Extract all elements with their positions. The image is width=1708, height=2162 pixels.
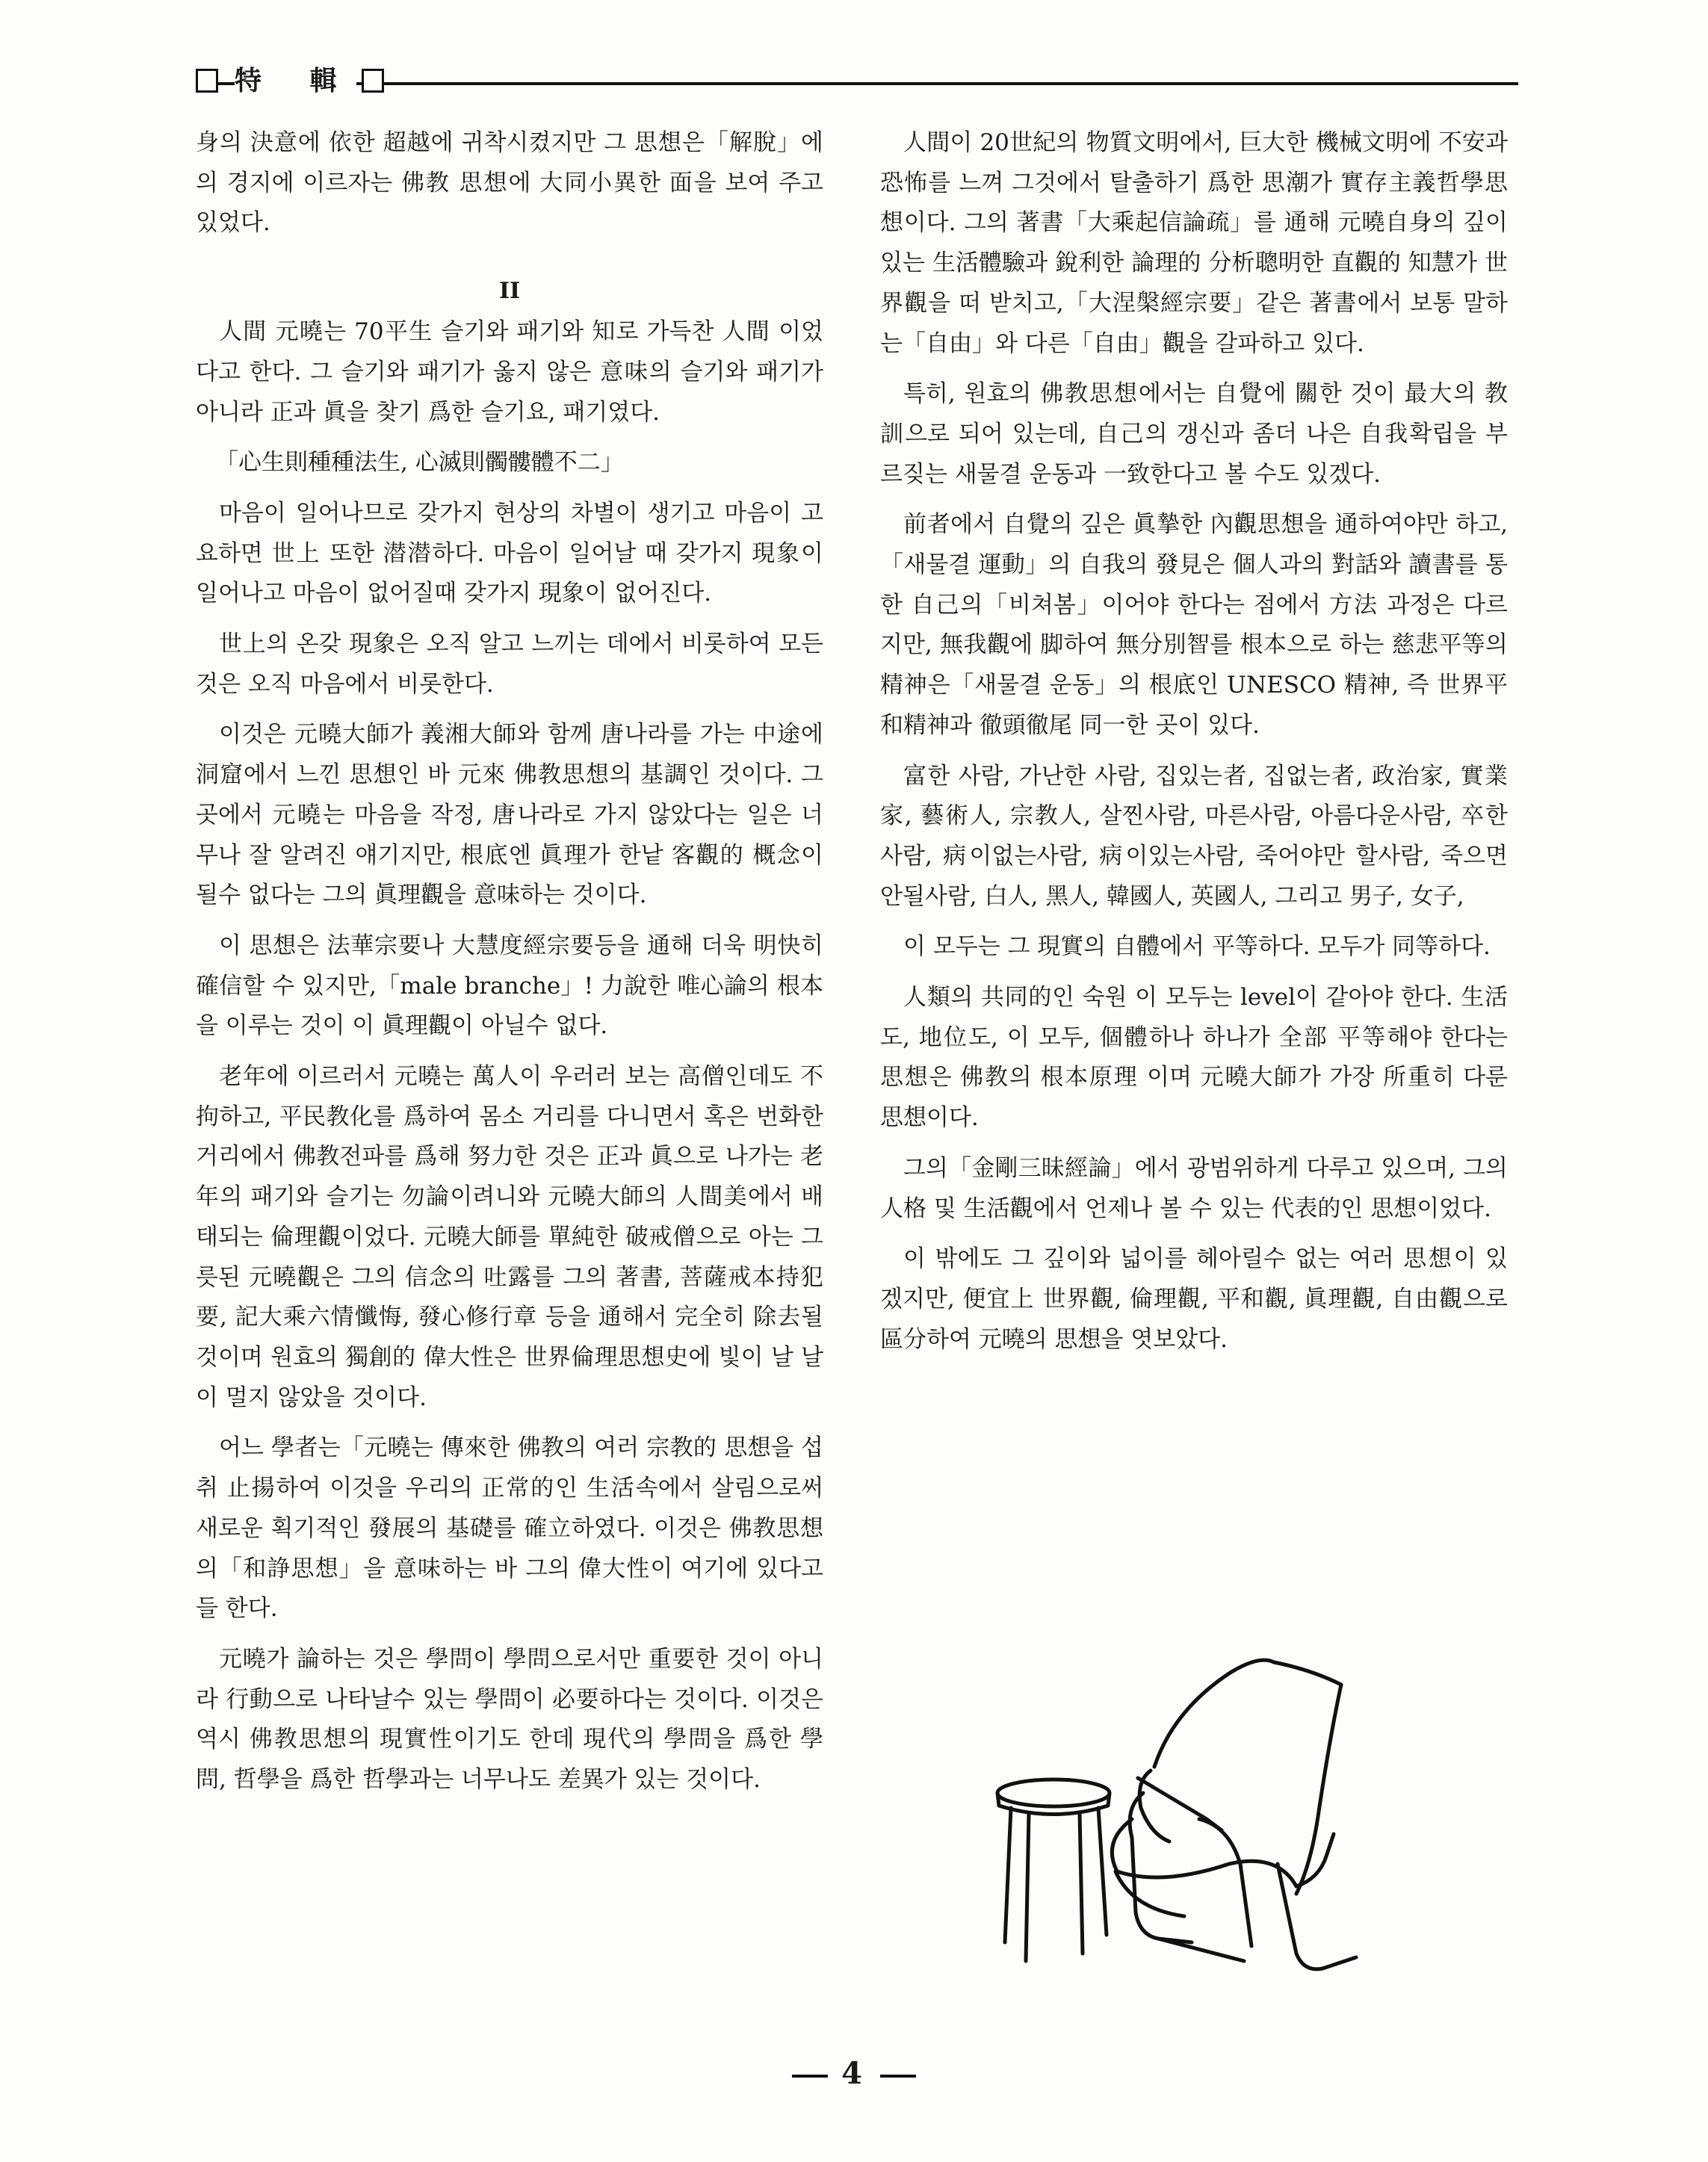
- paragraph: 이 思想은 法華宗要나 大慧度經宗要등을 通해 더욱 明快히 確信할 수 있지만,「male branche」! 力說한 唯心論의 根本을 이루는 것이 이 眞理觀이 아닐수 없다.: [196, 932, 823, 1040]
- paragraph: 마음이 일어나므로 갖가지 현상의 차별이 생기고 마음이 고요하면 世上 또한 潜潜하다. 마음이 일어날 때 갖가지 現象이 일어나고 마음이 없어질때 갖가지 現象이 없어진다.: [196, 499, 823, 607]
- paragraph: 人間 元曉는 70平生 슬기와 패기와 知로 가득찬 人間 이었다고 한다. 그 슬기와 패기가 옳지 않은 意味의 슬기와 패기가 아니라 正과 眞을 찾기 爲한 슬기요, 패기였다.: [196, 318, 823, 426]
- quotation: 「心生則種種法生, 心滅則髑髏體不二」: [215, 449, 624, 477]
- page-number-dash-left: [792, 2075, 828, 2078]
- paragraph: 身의 決意에 依한 超越에 귀착시켰지만 그 思想은「解脫」에의 경지에 이르자는 佛教 思想에 大同小異한 面을 보여 주고 있었다.: [196, 129, 823, 237]
- paragraph: 前者에서 自覺의 깊은 眞摯한 內觀思想을 通하여야만 하고,「새물결 運動」의 自我의 發見은 個人과의 對話와 讀書를 통한 自己의「비쳐봄」이어야 한다는 점에서 方法 과정은 다르지만, 無我觀에 脚하여 無分別智를 根本으로 하는 慈悲平等의 精神은「새물결 운동」의 根底인 UNESCO 精神, 즉 世界平和精神과 徹頭徹尾 同一한 곳이 있다.: [880, 511, 1508, 739]
- chair-illustration: [983, 1640, 1401, 1983]
- section-title: 特 輯: [235, 65, 356, 96]
- paragraph: 이것은 元曉大師가 義湘大師와 함께 唐나라를 가는 中途에 洞窟에서 느낀 思想인 바 元來 佛教思想의 基調인 것이다. 그곳에서 元曉는 마음을 작정, 唐나라로 가지 않았다는 일은 너무나 잘 알려진 얘기지만, 根底엔 眞理가 한낱 客觀的 概念이 될수 없다는 그의 眞理觀을 意味하는 것이다.: [196, 721, 823, 909]
- paragraph: 老年에 이르러서 元曉는 萬人이 우러러 보는 高僧인데도 不拘하고, 平民教化를 爲하여 몸소 거리를 다니면서 혹은 번화한 거리에서 佛教전파를 爲해 努力한 것은 正과 眞으로 나가는 老年의 패기와 슬기는 勿論이려니와 元曉大師의 人間美에서 배태되는 倫理觀이었다. 元曉大師를 單純한 破戒僧으로 아는 그릇된 元曉觀은 그의 信念의 吐露를 그의 著書, 菩薩戒本持犯要, 記大乘六情懺悔, 發心修行章 등을 通해서 完全히 除去될 것이며 원효의 獨創的 偉大性은 世界倫理思想史에 빛이 날 날이 멀지 않았을 것이다.: [196, 1063, 823, 1411]
- paragraph: 富한 사람, 가난한 사람, 집있는者, 집없는者, 政治家, 實業家, 藝術人, 宗教人, 살찐사람, 마른사람, 아름다운사람, 卒한사람, 病이없는사람, 病이있는사람, 죽어야만 할사람, 죽으면 안될사람, 白人, 黑人, 韓國人, 英國人, 그리고 男子, 女子,: [880, 762, 1508, 910]
- paragraph: 人間이 20世紀의 物質文明에서, 巨大한 機械文明에 不安과 恐怖를 느껴 그것에서 탈출하기 爲한 思潮가 實存主義哲學思想이다. 그의 著書「大乘起信論疏」를 通해 元曉自身의 깊이 있는 生活體驗과 銳利한 論理的 分析聰明한 直觀的 知慧가 世界觀을 떠 받치고,「大涅槃經宗要」같은 著書에서 보통 말하는「自由」와 다른「自由」觀을 갈파하고 있다.: [880, 129, 1508, 357]
- right-column: [880, 123, 1508, 1370]
- paragraph: 人類의 共同的인 숙원 이 모두는 level이 같아야 한다. 生活도, 地位도, 이 모두, 個體하나 하나가 全部 平等해야 한다는 思想은 佛教의 根本原理 이며 元曉大師가 가장 所重히 다룬 思想이다.: [880, 984, 1508, 1132]
- page-number-value: 4: [841, 2056, 867, 2091]
- header-left-box: [196, 69, 218, 93]
- paragraph: 이 모두는 그 現實의 自體에서 平等하다. 모두가 同等하다.: [903, 933, 1491, 961]
- paragraph: 元曉가 論하는 것은 學問이 學問으로서만 重要한 것이 아니라 行動으로 나타날수 있는 學問이 必要하다는 것이다. 이것은 역시 佛教思想의 現實性이기도 한데 現代의 學問을 爲한 學問, 哲學을 爲한 哲學과는 너무나도 差異가 있는 것이다.: [196, 1645, 823, 1794]
- left-column: [196, 123, 823, 1811]
- page-header: [196, 66, 1518, 99]
- header-right-box: [362, 69, 384, 93]
- section-heading: II: [498, 278, 521, 305]
- page-number: [0, 2056, 1708, 2091]
- paragraph: 이 밖에도 그 깊이와 넓이를 헤아릴수 없는 여러 思想이 있겠지만, 便宜上 世界觀, 倫理觀, 平和觀, 眞理觀, 自由觀으로 區分하여 元曉의 思想을 엿보았다.: [880, 1245, 1508, 1353]
- paragraph: 어느 學者는「元曉는 傳來한 佛教의 여러 宗教的 思想을 섭취 止揚하여 이것을 우리의 正常的인 生活속에서 살림으로써 새로운 획기적인 發展의 基礎를 確立하였다. 이것은 佛教思想의「和諍思想」을 意味하는 바 그의 偉大性이 여기에 있다고들 한다.: [196, 1434, 823, 1623]
- page-number-dash-right: [880, 2075, 916, 2078]
- paragraph: 世上의 온갖 現象은 오직 알고 느끼는 데에서 비롯하여 모든것은 오직 마음에서 비롯한다.: [196, 631, 823, 698]
- paragraph: 그의「金剛三昧經論」에서 광범위하게 다루고 있으며, 그의 人格 및 生活觀에서 언제나 볼 수 있는 代表的인 思想이었다.: [880, 1154, 1508, 1222]
- header-rule: [196, 82, 1518, 85]
- paragraph: 특히, 원효의 佛教思想에서는 自覺에 關한 것이 最大의 教訓으로 되어 있는데, 自己의 갱신과 좀더 나은 自我확립을 부르짖는 새물결 운동과 一致한다고 볼 수도 있겠다.: [880, 380, 1508, 488]
